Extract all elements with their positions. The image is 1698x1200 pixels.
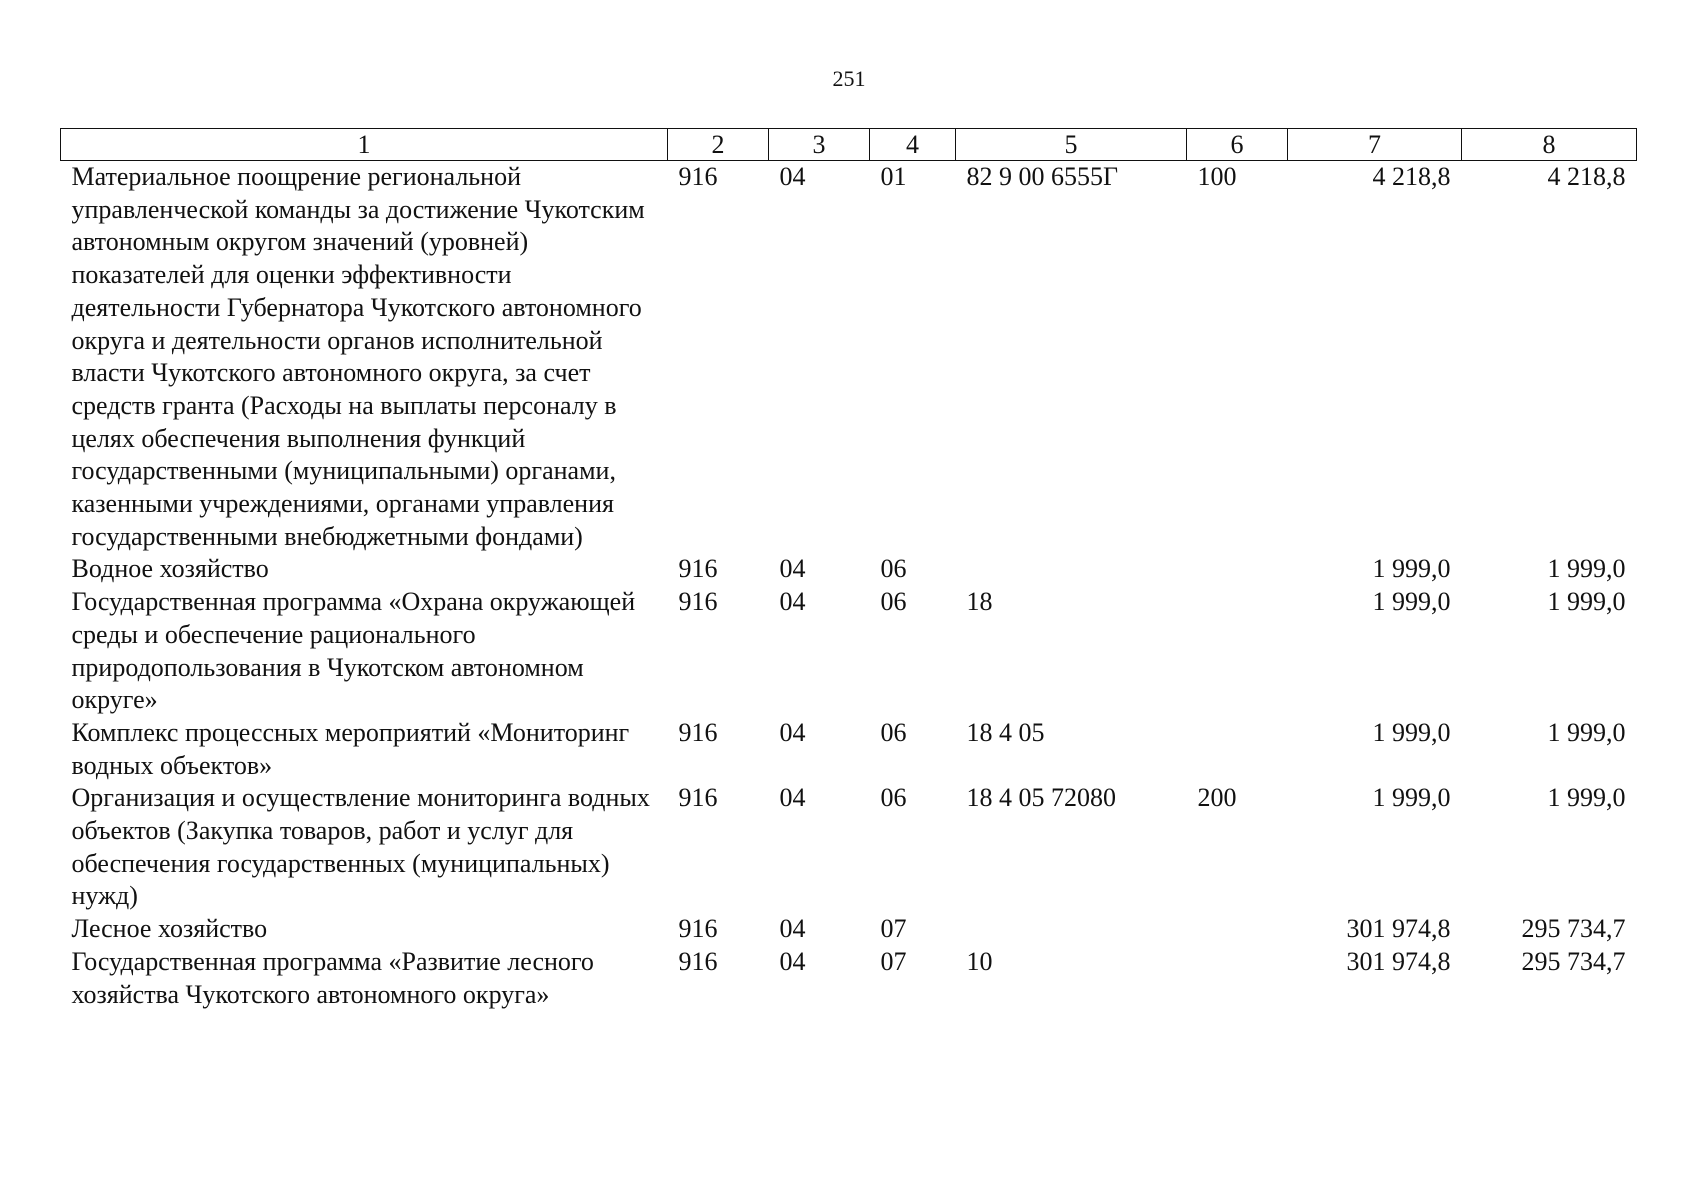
page-number: 251 — [832, 66, 866, 91]
row-section: 04 — [779, 554, 806, 584]
row-subsection: 07 — [880, 914, 907, 944]
row-target-article — [956, 553, 1187, 586]
row-name: Водное хозяйство — [71, 554, 269, 584]
row-name: Государственная программа «Охрана окружающей среды и обеспечение рационального природопользования в Чукотском автономном округе» — [71, 587, 636, 715]
row-subsection: 01 — [880, 162, 907, 191]
row-sum-2: 295 734,7 — [1521, 914, 1626, 944]
row-sum-2: 1 999,0 — [1547, 717, 1626, 747]
header-cell: 7 — [1288, 129, 1462, 161]
row-subsection: 06 — [880, 717, 907, 747]
header-cell: 5 — [956, 129, 1187, 161]
table-row — [61, 553, 1637, 586]
row-name: Лесное хозяйство — [71, 914, 268, 944]
row-name: Организация и осуществление мониторинга водных объектов (Закупка товаров, работ и услуг для обеспечения государственных (муниципальных) нужд) — [71, 783, 650, 911]
row-grbs: 916 — [678, 914, 718, 944]
table-row — [61, 586, 1637, 717]
row-sum-1: 301 974,8 — [1346, 914, 1451, 944]
row-grbs: 916 — [678, 783, 718, 813]
row-subsection: 07 — [880, 946, 907, 976]
row-sum-1: 1 999,0 — [1372, 783, 1451, 813]
header-cell: 6 — [1187, 129, 1288, 161]
row-name: Материальное поощрение региональной управленческой команды за достижение Чукотским автономным округом значений (уровней) показателей для оценки эффективности деятельности Губернатора Чукотского автономного округа и деятельности органов исполнительной власти Чукотского автономного округа, за счет средств гранта (Расходы на выплаты персоналу в целях обеспечения выполнения функций государственными (муниципальными) органами, казенными учреждениями, органами управления государственными внебюджетными фондами) — [71, 162, 645, 551]
row-subsection: 06 — [880, 587, 907, 617]
row-target-article: 18 — [966, 587, 993, 617]
header-cell: 4 — [870, 129, 956, 161]
table-row — [61, 717, 1637, 782]
row-grbs: 916 — [678, 587, 718, 617]
row-sum-2: 295 734,7 — [1521, 946, 1626, 976]
row-section: 04 — [779, 587, 806, 617]
header-row — [61, 129, 1637, 161]
header-cell: 3 — [769, 129, 870, 161]
row-expense-type — [1187, 913, 1288, 946]
row-grbs: 916 — [678, 554, 718, 584]
row-section: 04 — [779, 162, 806, 191]
row-sum-1: 4 218,8 — [1372, 162, 1451, 191]
row-sum-1: 301 974,8 — [1346, 946, 1451, 976]
row-subsection: 06 — [880, 783, 907, 813]
table-row — [61, 946, 1637, 1011]
row-target-article: 18 4 05 72080 — [966, 783, 1116, 813]
table-row — [61, 782, 1637, 913]
row-grbs: 916 — [678, 717, 718, 747]
row-sum-1: 1 999,0 — [1372, 717, 1451, 747]
row-section: 04 — [779, 783, 806, 813]
table-row — [61, 161, 1637, 554]
row-sum-2: 1 999,0 — [1547, 554, 1626, 584]
row-expense-type — [1187, 946, 1288, 1011]
row-section: 04 — [779, 914, 806, 944]
row-expense-type: 200 — [1197, 783, 1237, 813]
row-sum-2: 4 218,8 — [1547, 162, 1626, 191]
row-expense-type — [1187, 586, 1288, 717]
row-section: 04 — [779, 946, 806, 976]
row-name: Государственная программа «Развитие лесного хозяйства Чукотского автономного округа» — [71, 946, 594, 1009]
row-sum-2: 1 999,0 — [1547, 587, 1626, 617]
row-target-article: 18 4 05 — [966, 717, 1045, 747]
row-target-article: 10 — [966, 946, 993, 976]
row-target-article: 82 9 00 6555Г — [966, 162, 1119, 191]
row-expense-type — [1187, 717, 1288, 782]
row-subsection: 06 — [880, 554, 907, 584]
row-expense-type — [1187, 553, 1288, 586]
row-sum-1: 1 999,0 — [1372, 554, 1451, 584]
row-expense-type: 100 — [1197, 162, 1237, 191]
row-name: Комплекс процессных мероприятий «Мониторинг водных объектов» — [71, 717, 630, 780]
budget-table — [60, 128, 1637, 1011]
row-sum-2: 1 999,0 — [1547, 783, 1626, 813]
row-grbs: 916 — [678, 946, 718, 976]
row-sum-1: 1 999,0 — [1372, 587, 1451, 617]
header-cell: 2 — [668, 129, 769, 161]
table-row — [61, 913, 1637, 946]
row-section: 04 — [779, 717, 806, 747]
row-grbs: 916 — [678, 162, 718, 191]
header-cell: 8 — [1462, 129, 1637, 161]
header-cell: 1 — [61, 129, 668, 161]
row-target-article — [956, 913, 1187, 946]
